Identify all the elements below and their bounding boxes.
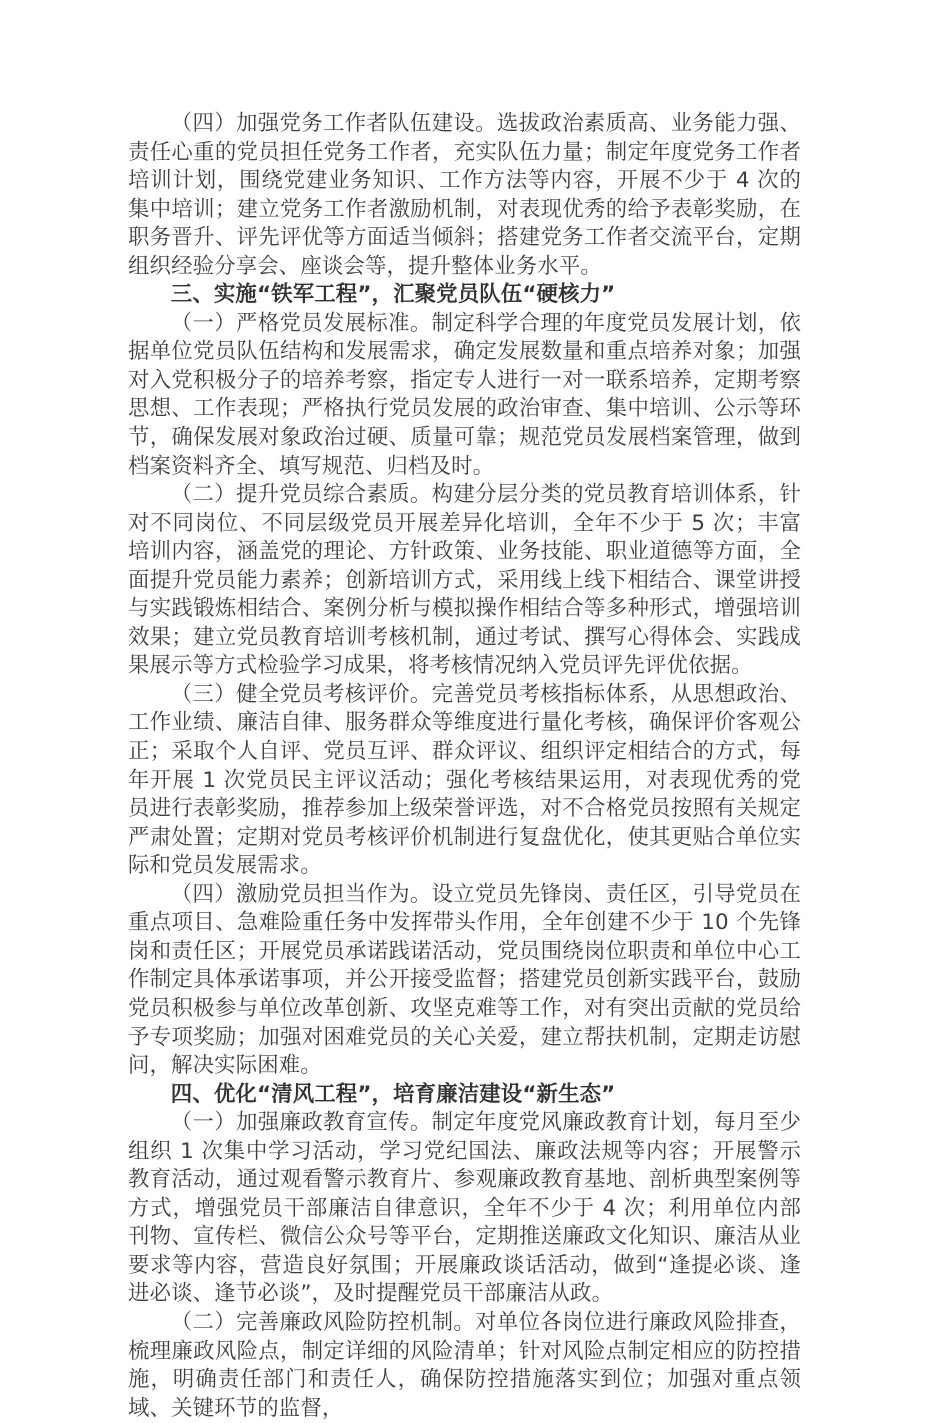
paragraph-block: （四）激励党员担当作为。设立党员先锋岗、责任区，引导党员在重点项目、急难险重任务中发挥带头作用，全年创建不少于 10 个先锋岗和责任区；开展党员承诺践诺活动，党员围绕岗位职责和单位中心工作制定具体承诺事项，并公开接受监督；搭建党员创新实践平台，鼓励党员积极参与单位改革创新、攻坚克难等工作，对有突出贡献的党员给予专项奖励；加强对困难党员的关心关爱，建立帮扶机制，定期走访慰问，解决实际困难。 [128, 881, 801, 1079]
paragraph-block: （一）加强廉政教育宣传。制定年度党风廉政教育计划，每月至少组织 1 次集中学习活动，学习党纪国法、廉政法规等内容；开展警示教育活动，通过观看警示教育片、参观廉政教育基地、剖析典型案例等方式，增强党员干部廉洁自律意识，全年不少于 4 次；利用单位内部刊物、宣传栏、微信公众号等平台，定期推送廉政文化知识、廉洁从业要求等内容，营造良好氛围；开展廉政谈话活动，做到“逢提必谈、逢进必谈、逢节必谈”，及时提醒党员干部廉洁从政。 [128, 1110, 801, 1307]
paragraph-block: （二）提升党员综合素质。构建分层分类的党员教育培训体系，针对不同岗位、不同层级党员开展差异化培训，全年不少于 5 次；丰富培训内容，涵盖党的理论、方针政策、业务技能、职业道德等方面，全面提升党员能力素养；创新培训方式，采用线上线下相结合、课堂讲授与实践锻炼相结合、案例分析与模拟操作相结合等多种形式，增强培训效果；建立党员教育培训考核机制，通过考试、撰写心得体会、实践成果展示等方式检验学习成果，将考核情况纳入党员评先评优依据。 [128, 482, 801, 679]
paragraph-block: （一）严格党员发展标准。制定科学合理的年度党员发展计划，依据单位党员队伍结构和发展需求，确定发展数量和重点培养对象；加强对入党积极分子的培养考察，指定专人进行一对一联系培养，定期考察思想、工作表现；严格执行党员发展的政治审查、集中培训、公示等环节，确保发展对象政治过硬、质量可靠；规范党员发展档案管理，做到档案资料齐全、填写规范、归档及时。 [128, 310, 801, 479]
paragraph-block: （四）加强党务工作者队伍建设。选拔政治素质高、业务能力强、责任心重的党员担任党务工作者，充实队伍力量；制定年度党务工作者培训计划，围绕党建业务知识、工作方法等内容，开展不少于 4 次的集中培训；建立党务工作者激励机制，对表现优秀的给予表彰奖励，在职务晋升、评先评优等方面适当倾斜；搭建党务工作者交流平台，定期组织经验分享会、座谈会等，提升整体业务水平。 [128, 111, 801, 279]
section-heading: 三、实施“铁军工程”，汇聚党员队伍“硬核力” [170, 282, 616, 308]
paragraph-block: （二）完善廉政风险防控机制。对单位各岗位进行廉政风险排查，梳理廉政风险点，制定详细的风险清单；针对风险点制定相应的防控措施，明确责任部门和责任人，确保防控措施落实到位；加强对重点领域、关键环节的监督， [128, 1309, 801, 1421]
document-body [128, 110, 801, 1423]
section-heading: 四、优化“清风工程”，培育廉洁建设“新生态” [170, 1081, 616, 1107]
paragraph-block: （三）健全党员考核评价。完善党员考核指标体系，从思想政治、工作业绩、廉洁自律、服务群众等维度进行量化考核，确保评价客观公正；采取个人自评、党员互评、群众评议、组织评定相结合的方式，每年开展 1 次党员民主评议活动；强化考核结果运用，对表现优秀的党员进行表彰奖励，推荐参加上级荣誉评选，对不合格党员按照有关规定严肃处置；定期对党员考核评价机制进行复盘优化，使其更贴合单位实际和党员发展需求。 [128, 681, 801, 879]
